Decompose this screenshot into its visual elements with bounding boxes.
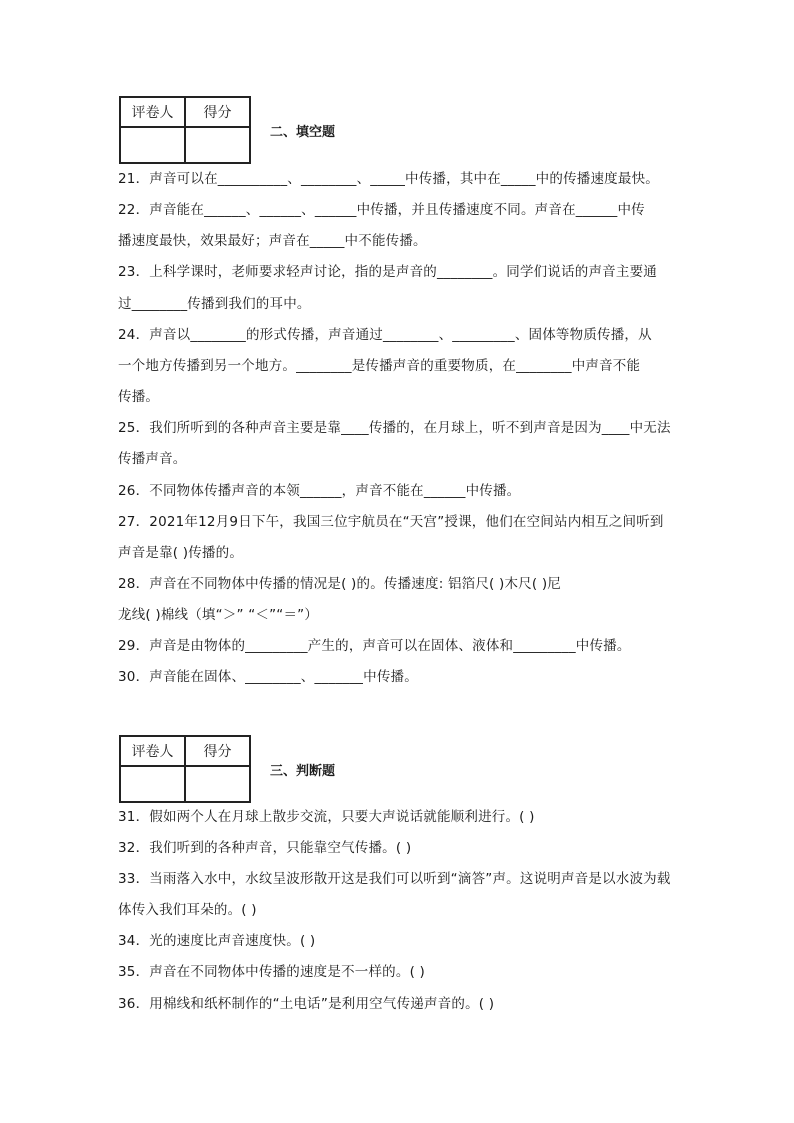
question-line: 声音是靠( )传播的。 [118,545,244,561]
score-table-section-3 [119,735,251,803]
score-label: 得分 [185,736,250,766]
question-line: 播速度最快，效果最好；声音在_____中不能传播。 [118,233,427,249]
question-line: 28．声音在不同物体中传播的情况是( )的。传播速度: 铝箔尺( )木尺( )尼 [118,576,561,592]
question-line: 21．声音可以在__________、________、_____中传播，其中在_____中的传播速度最快。 [118,171,659,187]
reviewer-label: 评卷人 [120,97,185,127]
question-line: 29．声音是由物体的_________产生的，声音可以在固体、液体和_________中传播。 [118,638,631,654]
question-line: 26．不同物体传播声音的本领______，声音不能在______中传播。 [118,483,521,499]
question-line: 23．上科学课时，老师要求轻声讨论，指的是声音的________。同学们说话的声音主要通 [118,264,657,280]
question-line: 22．声音能在______、______、______中传播，并且传播速度不同。声音在______中传 [118,202,645,218]
question-line: 33．当雨落入水中，水纹呈波形散开这是我们可以听到“滴答”声。这说明声音是以水波为载 [118,871,671,887]
score-cell[interactable] [185,127,250,163]
question-line: 31．假如两个人在月球上散步交流，只要大声说话就能顺利进行。( ) [118,809,535,825]
question-line: 35．声音在不同物体中传播的速度是不一样的。( ) [118,964,426,980]
question-line: 一个地方传播到另一个地方。________是传播声音的重要物质，在________中声音不能 [118,358,641,374]
reviewer-cell[interactable] [120,127,185,163]
question-line: 32．我们听到的各种声音，只能靠空气传播。( ) [118,840,412,856]
question-line: 传播声音。 [118,451,187,467]
question-line: 30．声音能在固体、________、_______中传播。 [118,669,418,685]
question-line: 龙线( )棉线（填“＞” “＜”“＝”） [118,607,319,623]
section-title-true-false: 三、判断题 [270,764,336,779]
score-label: 得分 [185,97,250,127]
question-line: 36．用棉线和纸杯制作的“土电话”是利用空气传递声音的。( ) [118,996,495,1012]
question-line: 体传入我们耳朵的。( ) [118,902,257,918]
question-line: 34．光的速度比声音速度快。( ) [118,933,316,949]
question-line: 24．声音以________的形式传播，声音通过________、_________、固体等物质传播，从 [118,327,652,343]
reviewer-cell[interactable] [120,766,185,802]
question-line: 过________传播到我们的耳中。 [118,296,311,312]
section-title-fill-in: 二、填空题 [270,125,336,140]
score-cell[interactable] [185,766,250,802]
question-line: 27．2021年12月9日下午，我国三位宇航员在“天宫”授课，他们在空间站内相互之间听到 [118,514,664,530]
score-table-section-2 [119,96,251,164]
question-line: 传播。 [118,389,160,405]
reviewer-label: 评卷人 [120,736,185,766]
question-line: 25．我们所听到的各种声音主要是靠____传播的，在月球上，听不到声音是因为____中无法 [118,420,671,436]
